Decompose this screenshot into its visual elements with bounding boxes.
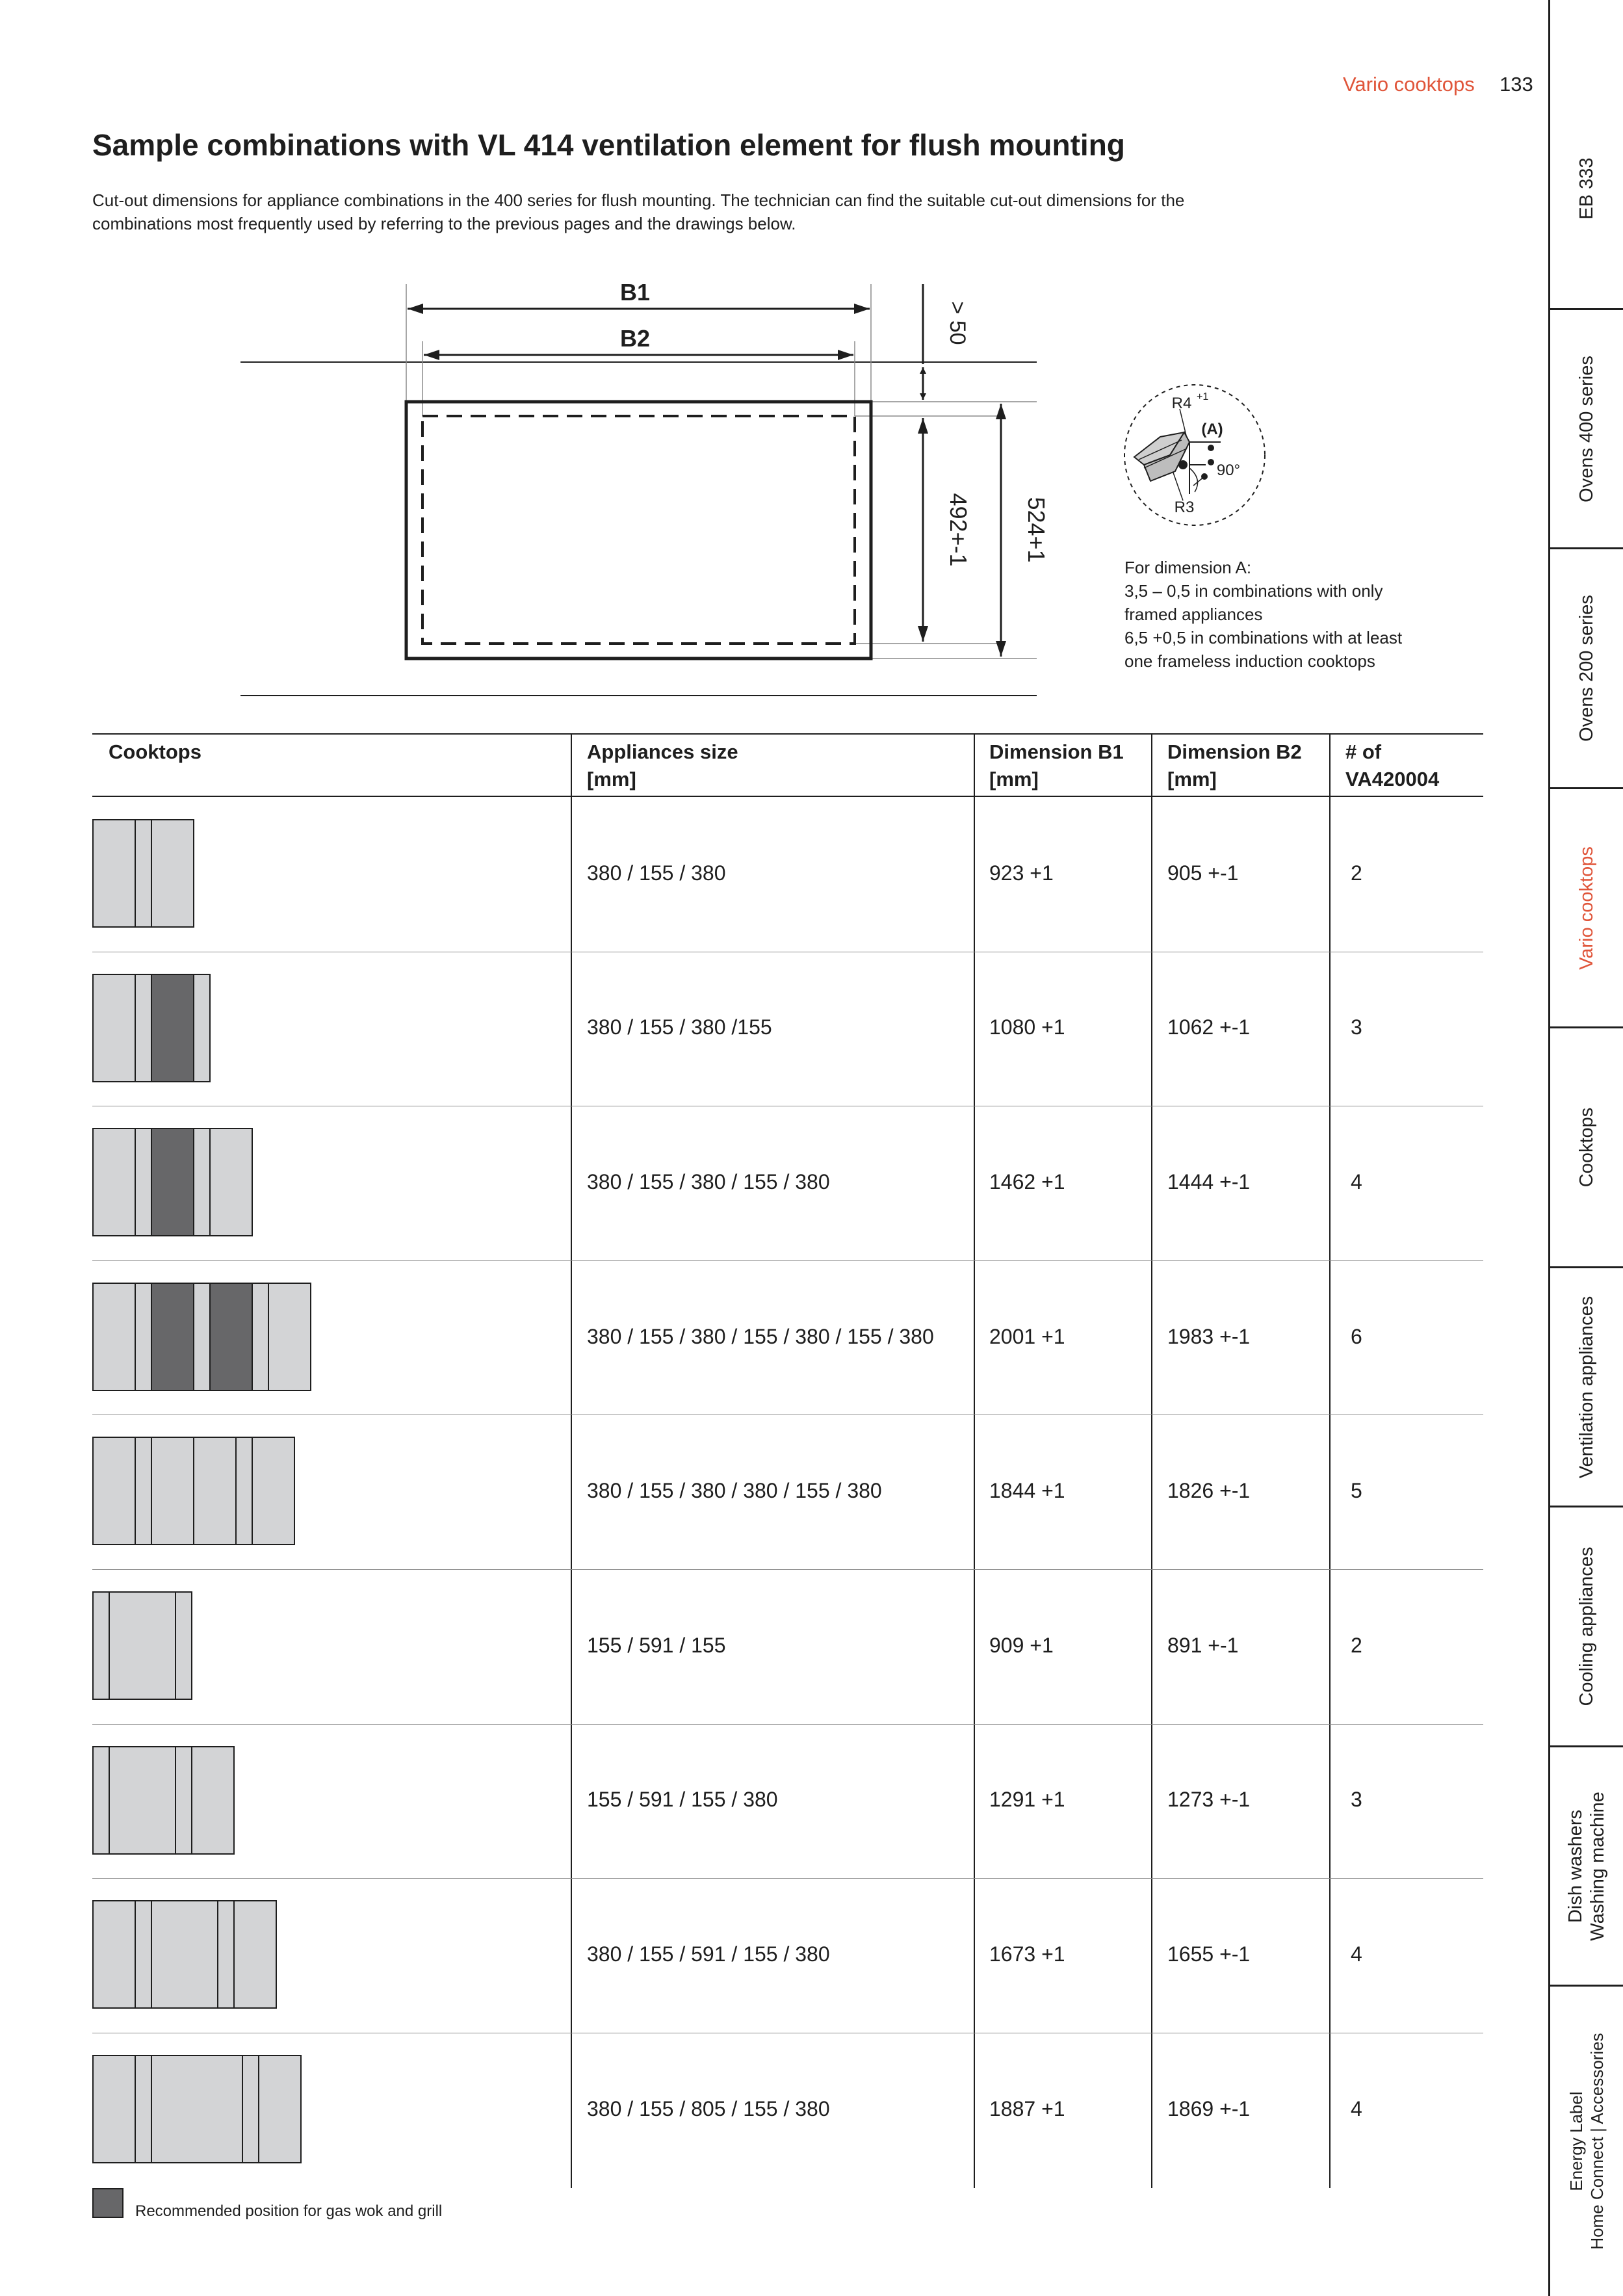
- cooktop-segment: [135, 1437, 152, 1545]
- cooktop-segment: [217, 1900, 235, 2009]
- cooktop-segment: [193, 1437, 237, 1545]
- column-divider: [1329, 735, 1331, 2188]
- cooktop-segment: [92, 1283, 136, 1391]
- cell-appliances-size: 155 / 591 / 155: [587, 1633, 726, 1657]
- cell-count: 2: [1351, 861, 1362, 885]
- cooktop-segment: [209, 1128, 253, 1236]
- cell-count: 3: [1351, 1788, 1362, 1812]
- header-line: Dimension B2: [1167, 740, 1302, 763]
- cooktop-segment: [135, 1283, 152, 1391]
- edge-detail: [1124, 385, 1265, 525]
- tab-label: Ovens 400 series: [1576, 355, 1597, 502]
- cell-dimension-b2: 891 +-1: [1167, 1633, 1239, 1657]
- tab-cooling[interactable]: [1550, 1507, 1623, 1745]
- cooktop-segment: [92, 2055, 136, 2163]
- cooktop-segment: [92, 1591, 110, 1700]
- cell-count: 5: [1351, 1479, 1362, 1503]
- row-separator: [92, 1260, 1483, 1261]
- cell-appliances-size: 380 / 155 / 380 / 155 / 380 / 155 / 380: [587, 1324, 934, 1348]
- header-line: [mm]: [587, 768, 636, 790]
- cell-dimension-b1: 909 +1: [989, 1633, 1054, 1657]
- cell-dimension-b2: 1983 +-1: [1167, 1324, 1251, 1348]
- cooktop-segment: [92, 974, 136, 1082]
- note-line: framed appliances: [1124, 605, 1263, 624]
- tab-label: Ventilation appliances: [1576, 1296, 1597, 1478]
- legend-swatch: [92, 2188, 123, 2218]
- cell-appliances-size: 380 / 155 / 591 / 155 / 380: [587, 1942, 830, 1966]
- cooktop-segment: [92, 819, 136, 928]
- cooktop-segment: [92, 1128, 136, 1236]
- tab-label: Cooling appliances: [1576, 1546, 1597, 1706]
- header-line: # of: [1345, 740, 1382, 763]
- cell-count: 4: [1351, 1170, 1362, 1194]
- cell-dimension-b1: 1291 +1: [989, 1788, 1065, 1812]
- note-line: 3,5 – 0,5 in combinations with only: [1124, 581, 1383, 601]
- row-separator: [92, 1724, 1483, 1725]
- tab-label: Vario cooktops: [1576, 846, 1597, 970]
- cooktop-segment: [151, 1900, 218, 2009]
- tab-label-secondary: Home Connect | Accessories: [1587, 2033, 1607, 2250]
- tab-label-group: [1566, 2033, 1607, 2249]
- column-divider: [571, 735, 572, 2188]
- tab-vario-cooktops[interactable]: [1550, 789, 1623, 1026]
- b1-label: B1: [619, 279, 651, 306]
- cooktop-segment: [193, 1128, 211, 1236]
- cell-count: 4: [1351, 1942, 1362, 1966]
- cell-appliances-size: 380 / 155 / 380 / 155 / 380: [587, 1170, 830, 1194]
- cooktop-segment: [235, 1437, 253, 1545]
- r4-label: R4: [1171, 395, 1192, 412]
- cell-dimension-b2: 1655 +-1: [1167, 1942, 1251, 1966]
- cooktop-combination-figure: [92, 819, 194, 928]
- cooktop-combination-figure: [92, 1283, 311, 1391]
- cell-dimension-b1: 923 +1: [989, 861, 1054, 885]
- cell-dimension-b1: 1462 +1: [989, 1170, 1065, 1194]
- cutout-drawing: [234, 270, 1274, 712]
- tab-ventilation[interactable]: [1550, 1268, 1623, 1506]
- note-line: For dimension A:: [1124, 558, 1252, 577]
- cooktop-segment: [92, 1437, 136, 1545]
- cell-appliances-size: 380 / 155 / 805 / 155 / 380: [587, 2096, 830, 2120]
- cooktop-segment: [252, 1283, 269, 1391]
- cooktop-segment: [252, 1437, 295, 1545]
- page-number: 133: [1500, 73, 1533, 96]
- cell-dimension-b2: 1273 +-1: [1167, 1788, 1251, 1812]
- note-line: 6,5 +0,5 in combinations with at least: [1124, 628, 1403, 647]
- gas-wok-cooktop-segment: [151, 1283, 194, 1391]
- tab-label: Energy Label: [1566, 2091, 1586, 2191]
- r3-label: R3: [1174, 499, 1195, 516]
- cooktop-segment: [268, 1283, 311, 1391]
- cooktop-combination-figure: [92, 1128, 253, 1236]
- cell-count: 2: [1351, 1633, 1362, 1657]
- cooktop-segment: [151, 819, 194, 928]
- cooktop-segment: [175, 1746, 192, 1855]
- cooktop-segment: [258, 2055, 302, 2163]
- header-line: [mm]: [989, 768, 1039, 790]
- cell-appliances-size: 380 / 155 / 380 / 380 / 155 / 380: [587, 1479, 882, 1503]
- cooktop-segment: [233, 1900, 277, 2009]
- cooktop-combination-figure: [92, 2055, 302, 2163]
- cooktop-segment: [151, 1437, 194, 1545]
- cell-dimension-b2: 1062 +-1: [1167, 1015, 1251, 1039]
- tab-label: Cooktops: [1576, 1107, 1597, 1188]
- r4-tolerance: +1: [1197, 391, 1209, 402]
- cell-dimension-b1: 1844 +1: [989, 1479, 1065, 1503]
- cell-count: 3: [1351, 1015, 1362, 1039]
- cell-appliances-size: 155 / 591 / 155 / 380: [587, 1788, 778, 1812]
- header-line: Dimension B1: [989, 740, 1124, 763]
- gt50-label: > 50: [945, 301, 970, 345]
- header-dimension-b2: [1167, 738, 1302, 793]
- row-separator: [92, 1878, 1483, 1879]
- column-divider: [974, 735, 975, 2188]
- cell-dimension-b1: 1673 +1: [989, 1942, 1065, 1966]
- a-label: (A): [1201, 421, 1223, 438]
- table-top-rule: [92, 733, 1483, 735]
- tab-ovens-200[interactable]: [1550, 549, 1623, 787]
- cooktop-combination-figure: [92, 974, 211, 1082]
- cell-count: 6: [1351, 1324, 1362, 1348]
- tab-energy-label[interactable]: [1550, 1987, 1623, 2296]
- cooktop-segment: [193, 1283, 211, 1391]
- cooktop-segment: [92, 1746, 110, 1855]
- cooktop-segment: [135, 1900, 152, 2009]
- header-line: [mm]: [1167, 768, 1217, 790]
- cooktop-combination-figure: [92, 1591, 192, 1700]
- header-line: VA420004: [1345, 768, 1440, 790]
- cooktop-combination-figure: [92, 1437, 295, 1545]
- cooktop-segment: [135, 2055, 152, 2163]
- header-section-label: Vario cooktops: [1343, 73, 1475, 96]
- tab-cooktops[interactable]: [1550, 1028, 1623, 1266]
- tab-ovens-400[interactable]: [1550, 310, 1623, 547]
- cell-appliances-size: 380 / 155 / 380 /155: [587, 1015, 772, 1039]
- cooktop-segment: [151, 2055, 243, 2163]
- cell-dimension-b1: 1887 +1: [989, 2096, 1065, 2120]
- h492-label: 492+-1: [945, 493, 972, 567]
- cooktop-segment: [242, 2055, 259, 2163]
- cooktop-segment: [191, 1746, 235, 1855]
- b2-label: B2: [619, 325, 651, 352]
- header-count: [1345, 738, 1439, 793]
- header-cooktops: Cooktops: [109, 740, 201, 763]
- legend-text: Recommended position for gas wok and grill: [135, 2202, 443, 2220]
- h524-label: 524+1: [1023, 497, 1050, 563]
- column-divider: [1151, 735, 1152, 2188]
- tab-label-group: [1565, 1792, 1609, 1940]
- cell-dimension-b2: 1444 +-1: [1167, 1170, 1251, 1194]
- cutout-outline: [406, 402, 871, 659]
- cooktop-segment: [109, 1591, 176, 1700]
- tab-label: EB 333: [1576, 157, 1597, 220]
- header-appliances-size: [587, 738, 738, 793]
- cooktop-segment: [92, 1900, 136, 2009]
- appliance-outline: [422, 416, 855, 644]
- cooktop-segment: [135, 819, 152, 928]
- tab-eb-333[interactable]: [1550, 69, 1623, 308]
- angle-label: 90°: [1216, 462, 1241, 479]
- cooktop-segment: [193, 974, 211, 1082]
- cooktop-segment: [135, 974, 152, 1082]
- header-line: Appliances size: [587, 740, 738, 763]
- table-header-rule: [92, 796, 1483, 797]
- cell-dimension-b2: 1869 +-1: [1167, 2096, 1251, 2120]
- cell-dimension-b2: 905 +-1: [1167, 861, 1239, 885]
- tab-label-secondary: Washing machine: [1587, 1791, 1608, 1941]
- dimension-a-note: [1124, 556, 1462, 673]
- gas-wok-cooktop-segment: [151, 974, 194, 1082]
- cooktop-segment: [135, 1128, 152, 1236]
- intro-paragraph: Cut-out dimensions for appliance combinations in the 400 series for flush mounting. The technician can find the suitable cut-out dimensions for the combinations most frequently used by referring to the previous pages and the drawings below.: [92, 190, 1185, 233]
- cell-count: 4: [1351, 2096, 1362, 2120]
- note-line: one frameless induction cooktops: [1124, 651, 1375, 671]
- tab-label: Ovens 200 series: [1576, 595, 1597, 742]
- cooktop-segment: [109, 1746, 176, 1855]
- tab-label: Dish washers: [1565, 1809, 1586, 1923]
- cooktop-combination-figure: [92, 1900, 277, 2009]
- page-title: Sample combinations with VL 414 ventilation element for flush mounting: [92, 128, 1125, 162]
- tab-dishwashers[interactable]: [1550, 1747, 1623, 1985]
- gas-wok-cooktop-segment: [151, 1128, 194, 1236]
- cooktop-segment: [175, 1591, 192, 1700]
- row-separator: [92, 1569, 1483, 1570]
- gas-wok-cooktop-segment: [209, 1283, 253, 1391]
- cooktop-combination-figure: [92, 1746, 235, 1855]
- header-dimension-b1: [989, 738, 1124, 793]
- cell-dimension-b2: 1826 +-1: [1167, 1479, 1251, 1503]
- cell-dimension-b1: 1080 +1: [989, 1015, 1065, 1039]
- cell-appliances-size: 380 / 155 / 380: [587, 861, 726, 885]
- cell-dimension-b1: 2001 +1: [989, 1324, 1065, 1348]
